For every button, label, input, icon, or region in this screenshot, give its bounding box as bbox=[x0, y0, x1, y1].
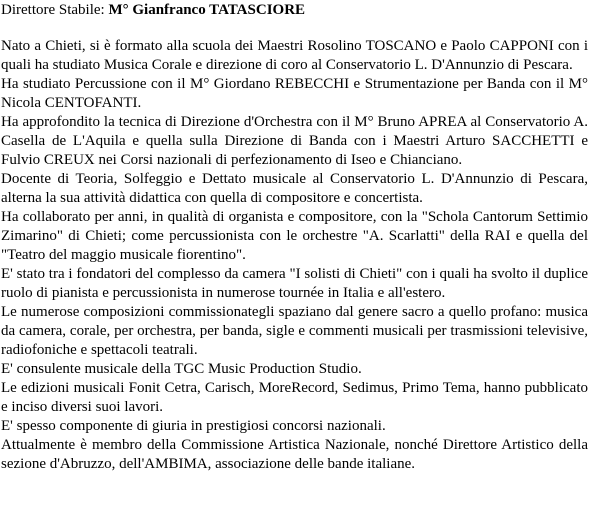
bio-paragraph-percussion: Ha studiato Percussione con il M° Giordano REBECCHI e Strumentazione per Banda con il M° Nicola CENTOFANTI. bbox=[1, 76, 588, 111]
bio-paragraph-consultant: E' consulente musicale della TGC Music Production Studio. bbox=[1, 361, 362, 377]
bio-paragraph-jury: E' spesso componente di giuria in prestigiosi concorsi nazionali. bbox=[1, 418, 386, 434]
bio-paragraph-ensemble: E' stato tra i fondatori del complesso da camera "I solisti di Chieti" con i quali ha svolto il duplice ruolo di pianista e percussionista in numerose tournée in Italia e all'estero. bbox=[1, 266, 588, 301]
bio-paragraph-teaching: Docente di Teoria, Solfeggio e Dettato musicale al Conservatorio L. D'Annunzio di Pescara, alterna la sua attività didattica con quella di compositore e concertista. bbox=[1, 171, 588, 206]
bio-paragraph-current-role: Attualmente è membro della Commissione Artistica Nazionale, nonché Direttore Artistico della sezione d'Abruzzo, dell'AMBIMA, associazione delle bande italiane. bbox=[1, 437, 588, 472]
heading-label: Direttore Stabile: bbox=[1, 2, 109, 18]
bio-paragraph-conducting: Ha approfondito la tecnica di Direzione d'Orchestra con il M° Bruno APREA al Conservatorio A. Casella de L'Aquila e quella sulla Direzione di Banda con i Maestri Arturo SACCHETTI e Fulvio CREUX nei Corsi nazionali di perfezionamento di Iseo e Chianciano. bbox=[1, 114, 588, 168]
page-heading bbox=[1, 0, 588, 20]
bio-paragraph-education: Nato a Chieti, si è formato alla scuola dei Maestri Rosolino TOSCANO e Paolo CAPPONI con i quali ha studiato Musica Corale e direzione di coro al Conservatorio L. D'Annunzio di Pescara. bbox=[1, 38, 588, 73]
bio-paragraph-compositions: Le numerose composizioni commissionategli spaziano dal genere sacro a quello profano: musica da camera, corale, per orchestra, per banda, sigle e commenti musicali per trasmissioni televisive, radiofoniche e spettacoli teatrali. bbox=[1, 304, 588, 358]
conductor-name: M° Gianfranco TATASCIORE bbox=[108, 2, 306, 18]
bio-paragraph-publishers: Le edizioni musicali Fonit Cetra, Carisch, MoreRecord, Sedimus, Primo Tema, hanno pubblicato e inciso diversi suoi lavori. bbox=[1, 380, 588, 415]
bio-paragraph-collaborations: Ha collaborato per anni, in qualità di organista e compositore, con la "Schola Cantorum Settimio Zimarino" di Chieti; come percussionista con le orchestre "A. Scarlatti" della RAI e quella del "Teatro del maggio musicale fiorentino". bbox=[1, 209, 588, 263]
